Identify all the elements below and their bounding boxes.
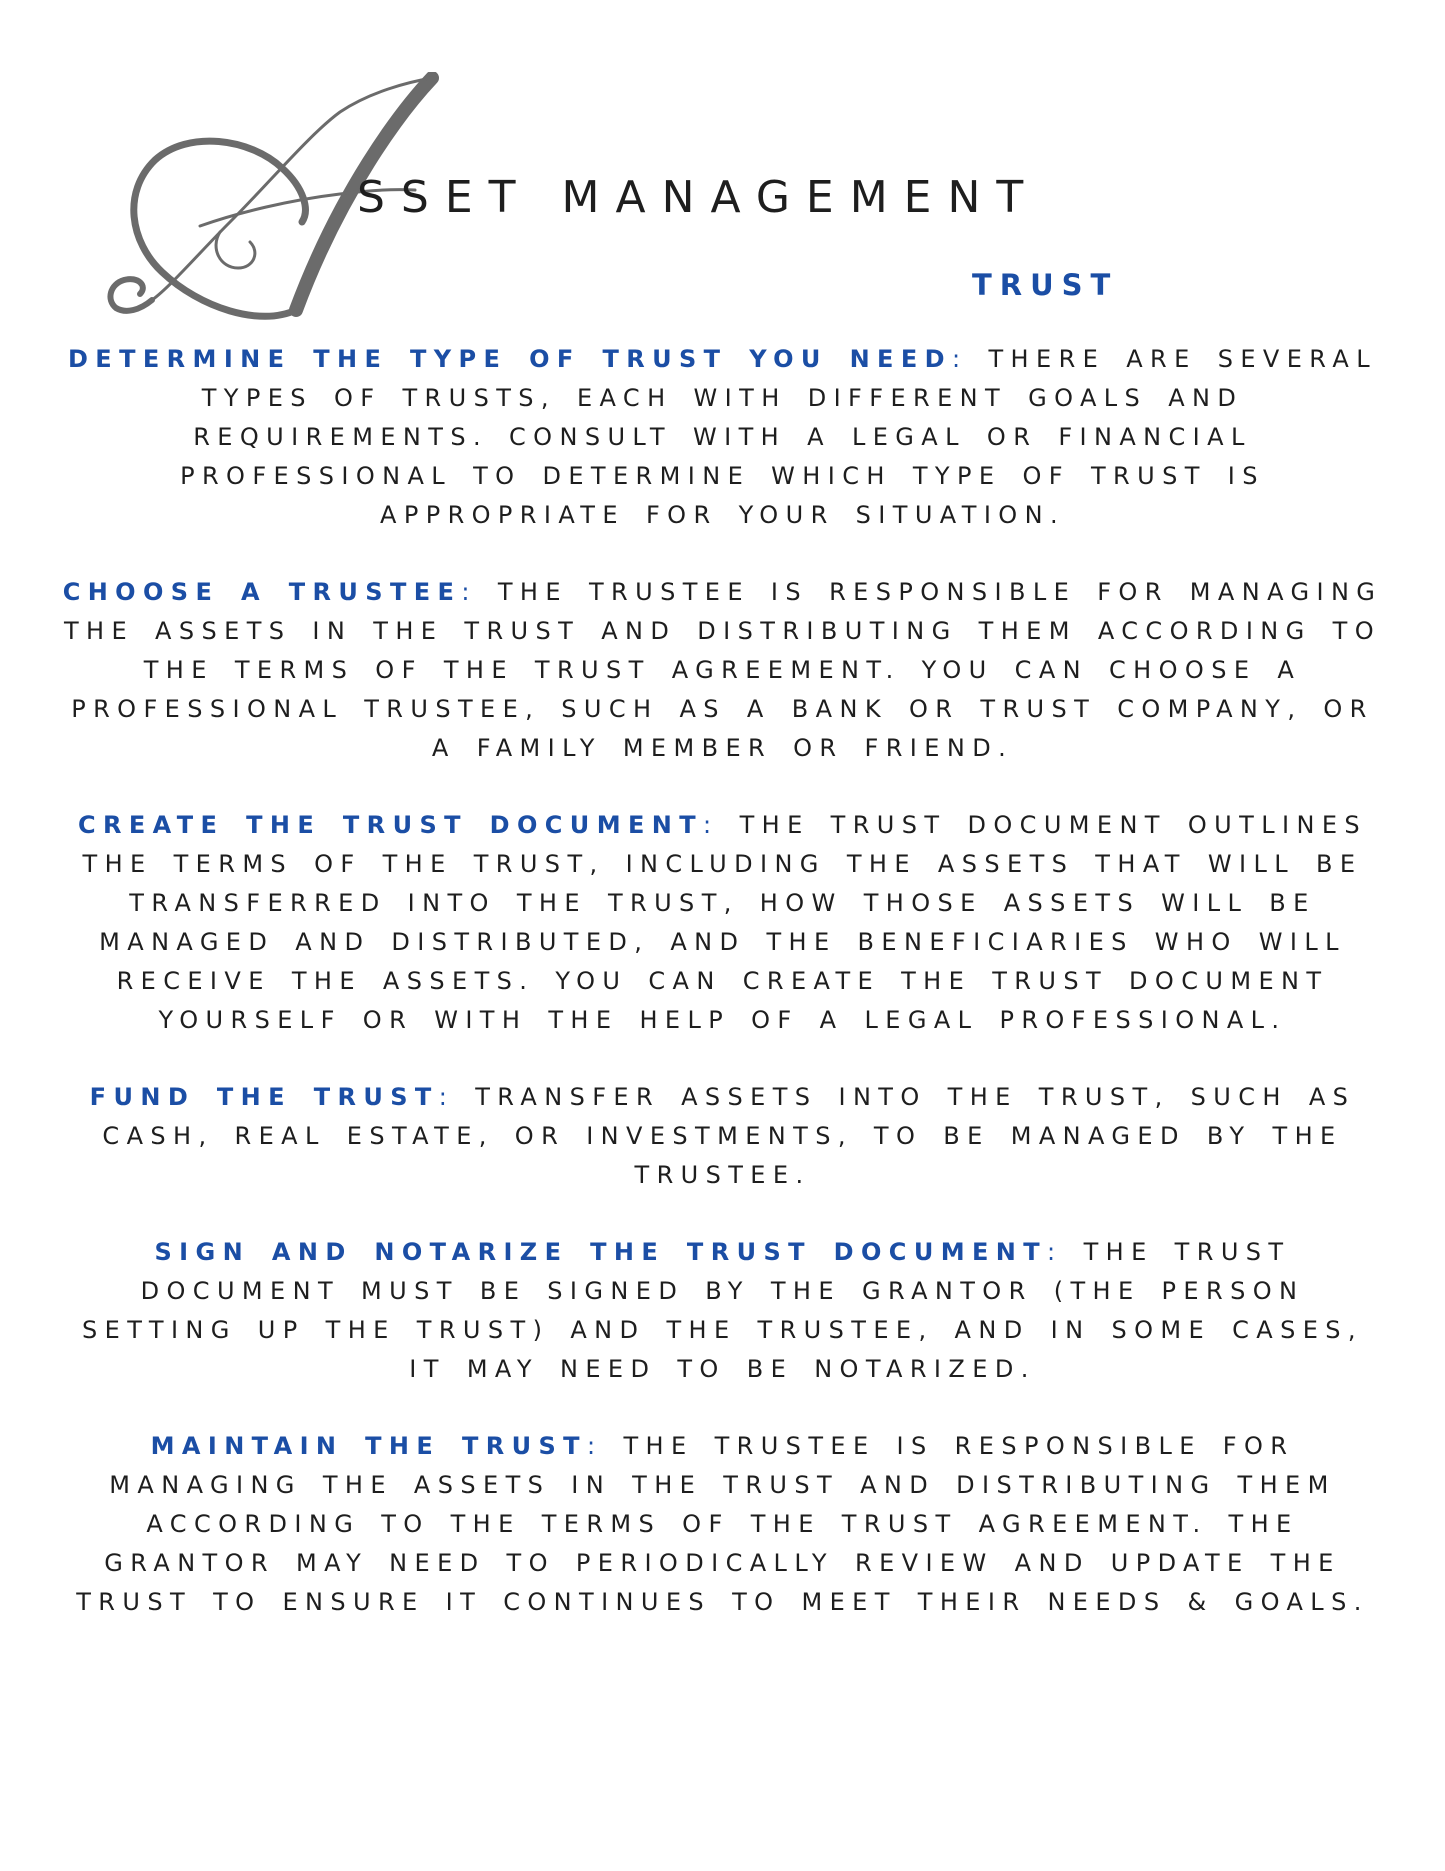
section-create-document [60, 806, 1385, 1040]
section-text: THERE ARE SEVERAL TYPES OF TRUSTS, EACH WITH DIFFERENT GOALS AND REQUIREMENTS. CONSULT WITH A LEGAL OR FINANCIAL PROFESSIONAL TO DETERMINE WHICH TYPE OF TRUST IS APPROPRIATE FOR YOUR SITUATION. [180, 345, 1377, 529]
section-heading: CHOOSE A TRUSTEE [62, 578, 462, 606]
heading-colon: : [461, 578, 477, 606]
section-text: THE TRUST DOCUMENT OUTLINES THE TERMS OF THE TRUST, INCLUDING THE ASSETS THAT WILL BE TRANSFERRED INTO THE TRUST, HOW THOSE ASSETS WILL BE MANAGED AND DISTRIBUTED, AND THE BENEFICIARIES WHO WILL RECEIVE THE ASSETS. YOU CAN CREATE THE TRUST DOCUMENT YOURSELF OR WITH THE HELP OF A LEGAL PROFESSIONAL. [82, 811, 1368, 1034]
section-heading: MAINTAIN THE TRUST [150, 1432, 587, 1460]
section-sign-notarize [60, 1233, 1385, 1389]
section-maintain-trust [60, 1427, 1385, 1622]
section-text: TRANSFER ASSETS INTO THE TRUST, SUCH AS CASH, REAL ESTATE, OR INVESTMENTS, TO BE MANAGED BY THE TRUSTEE. [102, 1083, 1356, 1189]
section-heading: DETERMINE THE TYPE OF TRUST YOU NEED [67, 345, 952, 373]
section-text: THE TRUST DOCUMENT MUST BE SIGNED BY THE GRANTOR (THE PERSON SETTING UP THE TRUST) AND THE TRUSTEE, AND IN SOME CASES, IT MAY NEED TO BE NOTARIZED. [82, 1238, 1363, 1383]
section-text: THE TRUSTEE IS RESPONSIBLE FOR MANAGING THE ASSETS IN THE TRUST AND DISTRIBUTING THEM ACCORDING TO THE TERMS OF THE TRUST AGREEMENT. YOU CAN CHOOSE A PROFESSIONAL TRUSTEE, SUCH AS A BANK OR TRUST COMPANY, OR A FAMILY MEMBER OR FRIEND. [63, 578, 1383, 762]
heading-colon: : [703, 811, 719, 839]
section-determine-type [60, 340, 1385, 535]
heading-colon: : [951, 345, 968, 373]
section-heading: SIGN AND NOTARIZE THE TRUST DOCUMENT [154, 1238, 1048, 1266]
section-heading: FUND THE TRUST [89, 1083, 439, 1111]
section-heading: CREATE THE TRUST DOCUMENT [77, 811, 704, 839]
heading-colon: : [586, 1432, 603, 1460]
section-choose-trustee [60, 573, 1385, 768]
page-title: SSET MANAGEMENT [357, 172, 1040, 223]
section-fund-trust [60, 1078, 1385, 1195]
page-header [0, 0, 1445, 330]
heading-colon: : [438, 1083, 455, 1111]
content-body [60, 340, 1385, 1660]
heading-colon: : [1047, 1238, 1063, 1266]
section-text: THE TRUSTEE IS RESPONSIBLE FOR MANAGING THE ASSETS IN THE TRUST AND DISTRIBUTING THEM ACCORDING TO THE TERMS OF THE TRUST AGREEMENT. THE GRANTOR MAY NEED TO PERIODICALLY REVIEW AND UPDATE THE TRUST TO ENSURE IT CONTINUES TO MEET THEIR NEEDS & GOALS. [76, 1432, 1369, 1616]
page-subtitle: TRUST [972, 268, 1119, 302]
